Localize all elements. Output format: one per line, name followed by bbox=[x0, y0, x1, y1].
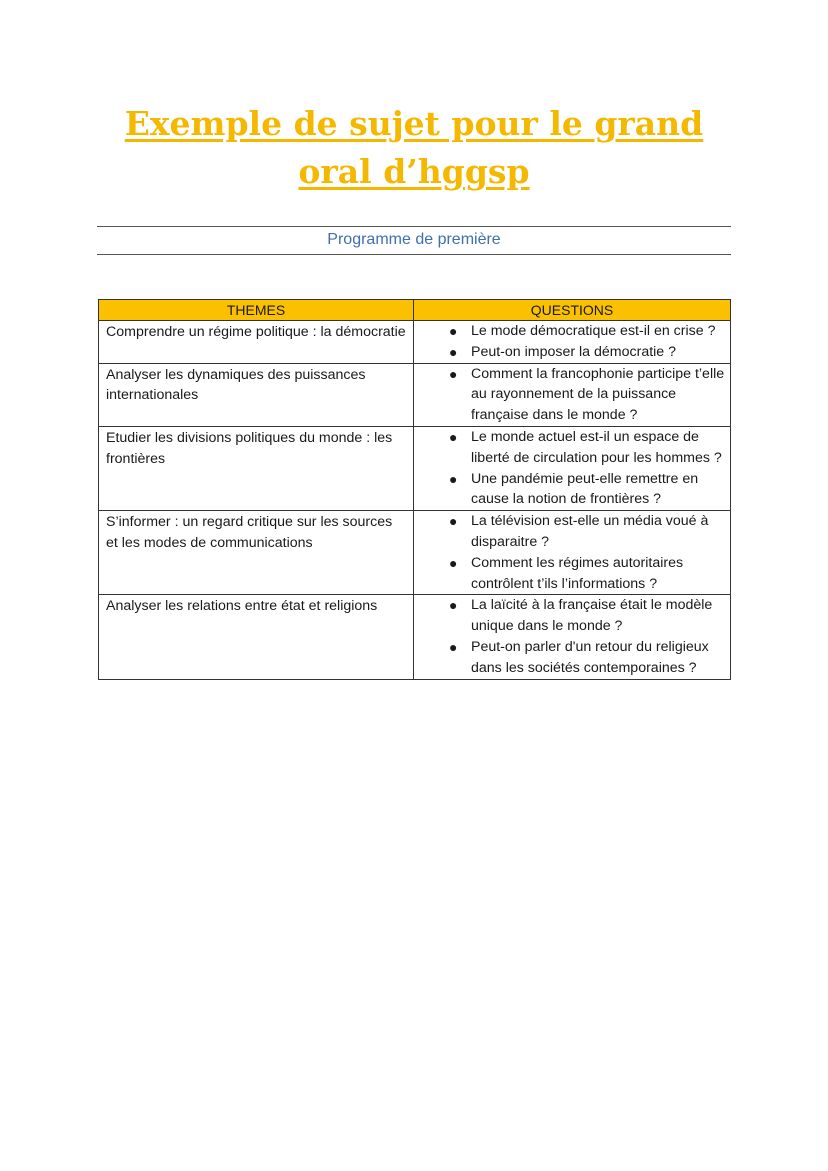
subtitle-top-rule bbox=[97, 226, 731, 227]
subtitle: Programme de première bbox=[327, 231, 501, 248]
bullet-icon: ● bbox=[449, 343, 458, 360]
question-item bbox=[414, 427, 730, 469]
question-item bbox=[414, 321, 730, 342]
bullet-icon: ● bbox=[449, 428, 458, 445]
question-text: Une pandémie peut-elle remettre en cause la notion de frontières ? bbox=[471, 470, 699, 508]
bullet-icon: ● bbox=[449, 470, 458, 487]
table-row bbox=[99, 321, 731, 364]
table-row bbox=[99, 426, 731, 510]
topics-table bbox=[98, 299, 731, 680]
bullet-icon: ● bbox=[449, 597, 458, 614]
question-item bbox=[414, 511, 730, 553]
questions-cell bbox=[414, 595, 731, 679]
theme-cell: Etudier les divisions politiques du monde : les frontières bbox=[99, 426, 414, 510]
questions-cell bbox=[414, 321, 731, 364]
page-title-line-2: oral d’hggsp bbox=[298, 152, 530, 191]
question-item bbox=[414, 553, 730, 595]
question-item bbox=[414, 469, 730, 511]
question-text: Peut-on parler d'un retour du religieux dans les sociétés contemporaines ? bbox=[471, 638, 709, 676]
question-text: Peut-on imposer la démocratie ? bbox=[471, 343, 677, 360]
question-text: Comment les régimes autoritaires contrôlent t’ils l’informations ? bbox=[471, 554, 684, 592]
theme-cell: Analyser les relations entre état et religions bbox=[99, 595, 414, 679]
bullet-icon: ● bbox=[449, 638, 458, 655]
table-header-row bbox=[99, 300, 731, 321]
questions-cell bbox=[414, 511, 731, 595]
question-item bbox=[414, 364, 730, 426]
question-text: La télévision est-elle un média voué à disparaitre ? bbox=[471, 513, 709, 550]
question-item bbox=[414, 637, 730, 679]
question-text: Le monde actuel est-il un espace de liberté de circulation pour les hommes ? bbox=[471, 428, 722, 466]
bullet-icon: ● bbox=[449, 365, 458, 382]
bullet-icon: ● bbox=[449, 323, 458, 339]
bullet-icon: ● bbox=[449, 554, 458, 571]
page-title-line-1: Exemple de sujet pour le grand bbox=[124, 104, 704, 143]
header-themes: THEMES bbox=[99, 300, 414, 321]
bullet-icon: ● bbox=[449, 513, 458, 530]
theme-cell: Comprendre un régime politique : la démocratie bbox=[99, 321, 414, 364]
question-item bbox=[414, 595, 730, 637]
question-text: Comment la francophonie participe t’elle au rayonnement de la puissance française dans le monde ? bbox=[471, 365, 725, 424]
question-item bbox=[414, 342, 730, 363]
question-text: Le mode démocratique est-il en crise ? bbox=[471, 323, 716, 339]
theme-cell: S’informer : un regard critique sur les sources et les modes de communications bbox=[99, 511, 414, 595]
theme-cell: Analyser les dynamiques des puissances internationales bbox=[99, 363, 414, 426]
table-row bbox=[99, 363, 731, 426]
table-row bbox=[99, 511, 731, 595]
questions-cell bbox=[414, 426, 731, 510]
subtitle-bottom-rule bbox=[97, 254, 731, 255]
header-questions: QUESTIONS bbox=[414, 300, 731, 321]
questions-cell bbox=[414, 363, 731, 426]
page-title bbox=[60, 100, 768, 196]
question-text: La laïcité à la française était le modèle unique dans le monde ? bbox=[471, 597, 713, 635]
table-row bbox=[99, 595, 731, 679]
